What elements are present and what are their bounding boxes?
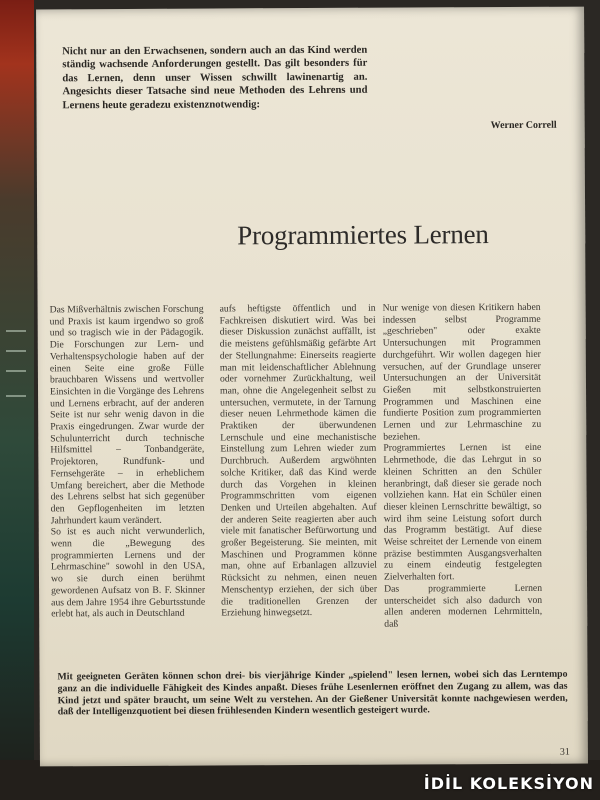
paragraph: Nur wenige von diesen Kritikern haben indessen selbst Programme „geschrieben" oder exakte Untersuchungen mit Programmen durchgeführt. Wir wollen dagegen hier versuchen, auf der Grundlage unserer Untersuchungen an der Universität Gießen mit selbstkonstruierten Programmen und Maschinen eine fundierte Position zum programmierten Lernen und zur Lehrmaschine zu beziehen. — [382, 301, 542, 443]
paragraph: So ist es auch nicht verwunderlich, wenn die „Bewegung des programmierten Lernens und der Lehrmaschine" sowohl in den USA, wo sie durch einen berühmt gewordenen Aufsatz von B. F. Skinner aus dem Jahre 1954 ihre Geburtsstunde erlebt hat, als auch in Deutschland — [50, 525, 206, 620]
intro-text: Nicht nur an den Erwachsenen, sondern auch an das Kind werden ständig wachsende Anforderungen gestellt. Das gilt besonders für das Lernen, denn unser Wissen schwillt lawinenartig an. Angesichts dieser Tatsache sind neue Methoden des Lehrens und Lernens heute geradezu existenznotwendig: — [62, 44, 368, 111]
watermark-text: İDİL KOLEKSİYON — [423, 774, 594, 793]
page-number: 31 — [559, 746, 570, 758]
text-column-3 — [383, 302, 543, 631]
article-title: Programmiertes Lernen — [237, 219, 489, 251]
paragraph: aufs heftigste öffentlich und in Fachkreisen diskutiert wird. Was bei dieser Diskussion zunächst auffällt, ist die meistens gefühlsmäßig gefärbte Art der Stellungnahme: Einerseits reagierte man mit leidenschaftlicher Ablehnung oder vornehmer Zurückhaltung, weil man, ohne die Angelegenheit selbst zu untersuchen, vermutete, in der Tarnung dieser neuen Lehrmethode kämen die Praktiken der überwundenen Lernschule und eine mechanistische Einstellung zum Lehren wieder zum Durchbruch. Außerdem argwöhnten solche Kritiker, daß das Kind werde durch das Vorgehen in kleinen Programmschritten vom eigenen Denken und Urteilen abgehalten. Auf der anderen Seite reagierten aber auch viele mit fanatischer Befürwortung und großer Begeisterung. Sie meinten, mit Maschinen und Programmen könne man, ohne auf Erbanlagen allzuviel Rücksicht zu nehmen, einen neuen Menschentyp erziehen, der sich über die traditionellen Grenzen der Erziehung hinwegsetzt. — [219, 302, 378, 619]
paragraph: Programmiertes Lernen ist eine Lehrmethode, die das Lehrgut in so kleinen Schritten an den Schüler heranbringt, daß dieser sie gerade noch vollziehen kann. Hat ein Schüler einen dieser kleinen Lernschritte bewältigt, so wird ihm seine Leistung sofort durch das Programm bestätigt. Auf diese Weise schreitet der Lernende von einem präzise bestimmten Ausgangsverhalten zu einem eindeutig festgelegten Zielverhalten fort. — [383, 442, 542, 583]
intro-paragraph — [62, 44, 367, 113]
author-name: Werner Correll — [490, 119, 557, 132]
text-column-2 — [220, 303, 378, 620]
text-column-1 — [50, 304, 206, 621]
magazine-page — [36, 7, 588, 767]
paragraph: Das Mißverhältnis zwischen Forschung und Praxis ist kaum irgendwo so groß und so tragisch wie in der Pädagogik. Die Forschungen zur Lern- und Verhaltenspsychologie haben auf der einen Seite eine große Fülle brauchbaren Wissens und wertvoller Einsichten in die Vorgänge des Lehrens und Lernens erbracht, auf der anderen Seite ist nur sehr wenig davon in die Praxis eingedrungen. Zwar wurde der Schulunterricht durch technische Hilfsmittel – Tonbandgeräte, Projektoren, Rundfunk- und Fernsehgeräte – in erheblichem Umfang bereichert, aber die Methode des Lehrens selbst hat sich gegenüber den Gepflogenheiten im letzten Jahrhundert kaum verändert. — [49, 303, 205, 527]
paragraph: Das programmierte Lernen unterscheidet sich also dadurch von allen anderen modernen Lehrmitteln, daß — [384, 582, 543, 630]
image-caption: Mit geeigneten Geräten können schon drei- bis vierjährige Kinder „spielend" lesen lernen, wobei sich das Lerntempo ganz an die individuelle Fähigkeit des Kindes anpaßt. Dieses frühe Lesenlernen eröffnet den Zugang zu allem, was das Kind jetzt und später braucht, um seine Welt zu verstehen. An der Gießener Universität konnte nachgewiesen werden, daß der Intelligenzquotient bei diesen frühlesenden Kindern wesentlich gesteigert wurde. — [57, 668, 568, 718]
adjacent-page-edge — [0, 0, 34, 800]
